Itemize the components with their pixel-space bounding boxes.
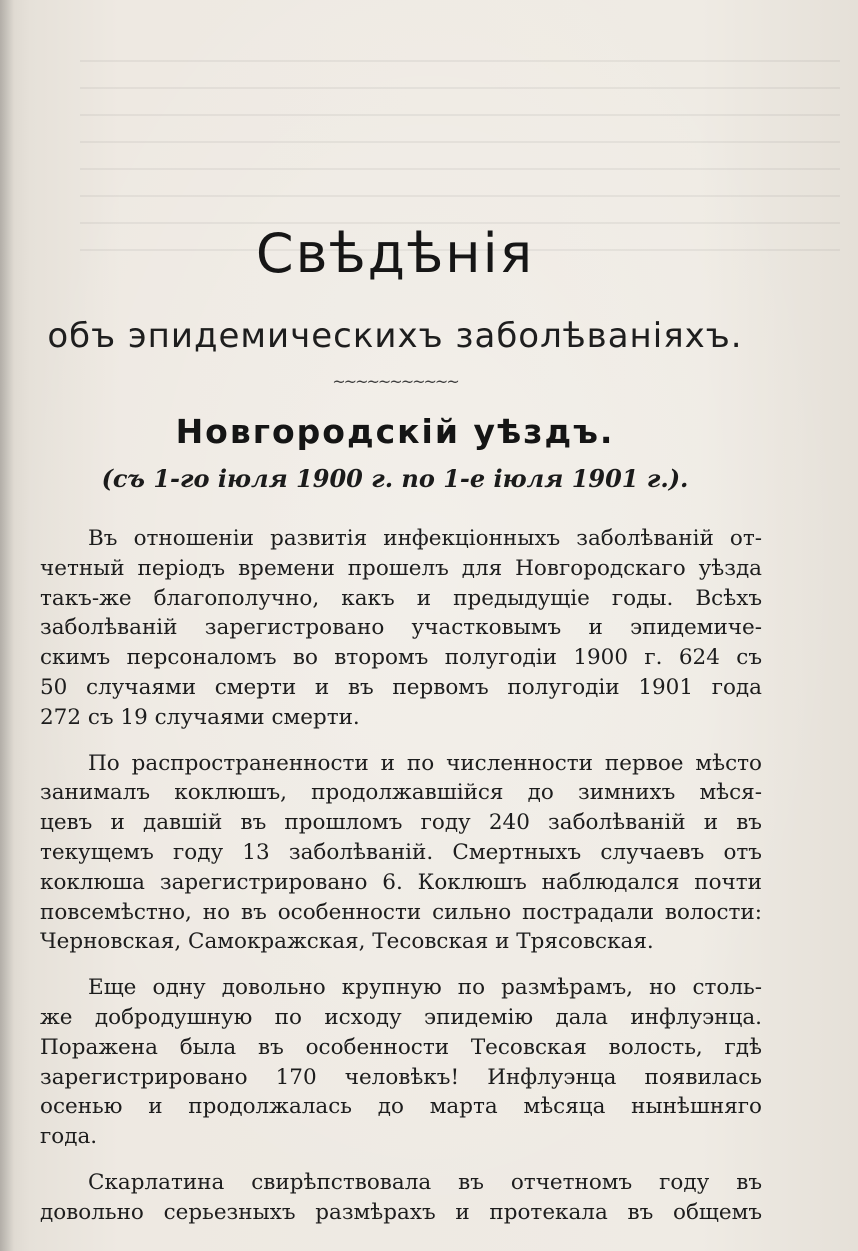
text-line: же добродушную по исходу эпидемію дала инфлуэнца.: [40, 1004, 762, 1030]
page-subtitle: объ эпидемическихъ заболѣваніяхъ.: [47, 316, 743, 356]
article-body: [40, 524, 762, 1244]
text-line: 272 съ 19 случаями смерти.: [40, 704, 360, 730]
text-line: осенью и продолжалась до марта мѣсяца нынѣшняго: [40, 1094, 762, 1120]
text-line: скимъ персоналомъ во второмъ полугодіи 1900 г. 624 съ: [40, 645, 762, 671]
paragraph-2: [40, 749, 762, 958]
text-line: Скарлатина свирѣпствовала въ отчетномъ году въ: [88, 1169, 762, 1195]
text-line: Еще одну довольно крупную по размѣрамъ, но столь-: [88, 975, 762, 1001]
text-line: такъ-же благополучно, какъ и предыдущіе годы. Всѣхъ: [40, 585, 762, 611]
text-line: текущемъ году 13 заболѣваній. Смертныхъ случаевъ отъ: [40, 839, 762, 865]
text-line: коклюша зарегистрировано 6. Коклюшъ наблюдался почти: [40, 869, 762, 895]
text-line: повсемѣстно, но въ особенности сильно пострадали волости:: [40, 899, 762, 925]
paragraph-1: [40, 524, 762, 733]
page-title: Свѣдѣнія: [255, 222, 535, 285]
text-line: четный періодъ времени прошелъ для Новгородскаго уѣзда: [40, 555, 762, 581]
paragraph-4: [40, 1168, 762, 1228]
period-heading: (съ 1-го іюля 1900 г. по 1-е іюля 1901 г.).: [101, 464, 689, 493]
text-line: цевъ и давшій въ прошломъ году 240 заболѣваній и въ: [40, 810, 762, 836]
text-line: заболѣваній зарегистровано участковымъ и эпидемиче-: [40, 615, 762, 641]
text-line: зарегистрировано 170 человѣкъ! Инфлуэнца появилась: [40, 1064, 762, 1090]
decorative-rule: ~~~~~~~~~~~: [332, 372, 458, 391]
text-line: довольно серьезныхъ размѣрахъ и протекала въ общемъ: [40, 1199, 762, 1225]
paragraph-3: [40, 973, 762, 1152]
text-line: Поражена была въ особенности Тесовская волость, гдѣ: [40, 1034, 762, 1060]
text-line: По распространенности и по численности первое мѣсто: [88, 750, 762, 776]
text-line: занималъ коклюшъ, продолжавшійся до зимнихъ мѣся-: [40, 780, 762, 806]
text-line: Черновская, Самокражская, Тесовская и Трясовская.: [40, 929, 654, 955]
text-line: года.: [40, 1124, 98, 1150]
page-gutter-shadow: [0, 0, 14, 1251]
section-heading: Новгородскій уѣздъ.: [175, 412, 615, 451]
text-line: Въ отношеніи развитія инфекціонныхъ заболѣваній от-: [88, 526, 762, 551]
text-line: 50 случаями смерти и въ первомъ полугодіи 1901 года: [40, 674, 762, 700]
